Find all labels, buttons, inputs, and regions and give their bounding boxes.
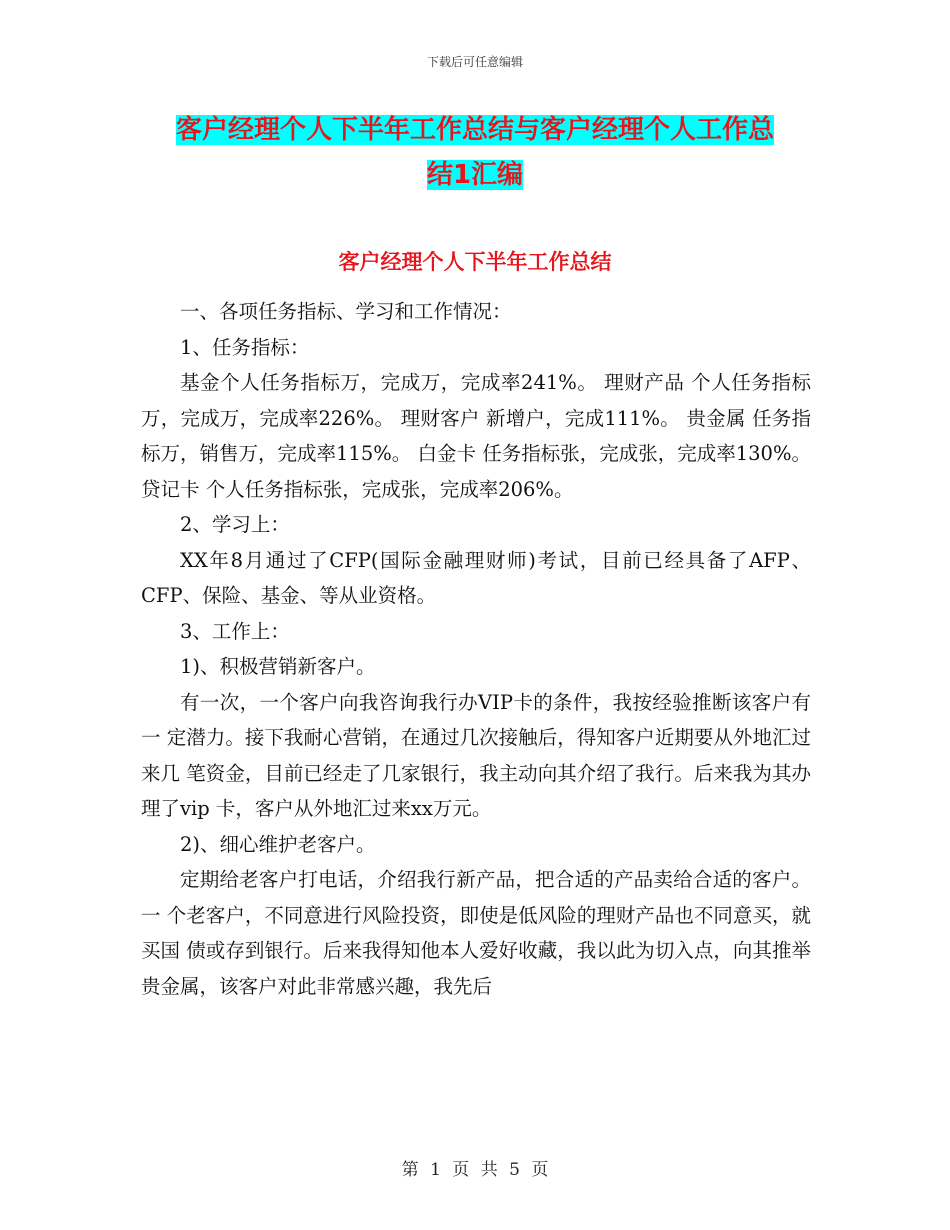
- paragraph-old-customers-detail: 定期给老客户打电话，介绍我行新产品，把合适的产品卖给合适的客户。一 个老客户，不同意进行风险投资，即使是低风险的理财产品也不同意买，就买国 债或存到银行。后来我得知他本人爱好收藏，我以此为切入点，向其推举贵金属，该客户对此非常感兴趣，我先后: [141, 868, 811, 998]
- header-note: 下载后可任意编辑: [426, 55, 523, 69]
- paragraph-study-heading: 2、学习上：: [180, 513, 290, 536]
- paragraph-task-heading: 1、任务指标：: [180, 335, 310, 359]
- document-title-line-2: 结1汇编: [426, 160, 524, 190]
- paragraph-overview-heading: 一、各项任务指标、学习和工作情况：: [180, 300, 512, 323]
- section-title: 客户经理个人下半年工作总结: [338, 250, 612, 274]
- paragraph-new-customers-heading: 1)、积极营销新客户。: [180, 655, 376, 678]
- paragraph-work-heading: 3、工作上：: [180, 619, 290, 643]
- document-body: [141, 294, 811, 1004]
- paragraph-study-detail: XX年8月通过了CFP(国际金融理财师)考试，目前已经具备了AFP、 CFP、保险、基金、等从业资格。: [141, 548, 811, 607]
- page-number: 第 1 页 共 5 页: [401, 1160, 549, 1180]
- document-title: [140, 108, 810, 198]
- document-title-line-1: 客户经理个人下半年工作总结与客户经理个人工作总: [175, 115, 774, 145]
- paragraph-old-customers-heading: 2)、细心维护老客户。: [180, 832, 376, 856]
- paragraph-new-customers-detail: 有一次，一个客户向我咨询我行办VIP卡的条件，我按经验推断该客户有一 定潜力。接下我耐心营销，在通过几次接触后，得知客户近期要从外地汇过来几 笔资金，目前已经走了几家银行，我主动向其介绍了我行。后来我为其办理了vip 卡，客户从外地汇过来xx万元。: [141, 690, 811, 820]
- paragraph-task-detail: 基金个人任务指标万，完成万，完成率241%。 理财产品 个人任务指标万，完成万，完成率226%。 理财客户 新增户，完成111%。 贵金属 任务指标万，销售万，完成率115%。 白金卡 任务指标张，完成张，完成率130%。贷记卡 个人任务指标张，完成张，完成率206%。: [141, 371, 811, 501]
